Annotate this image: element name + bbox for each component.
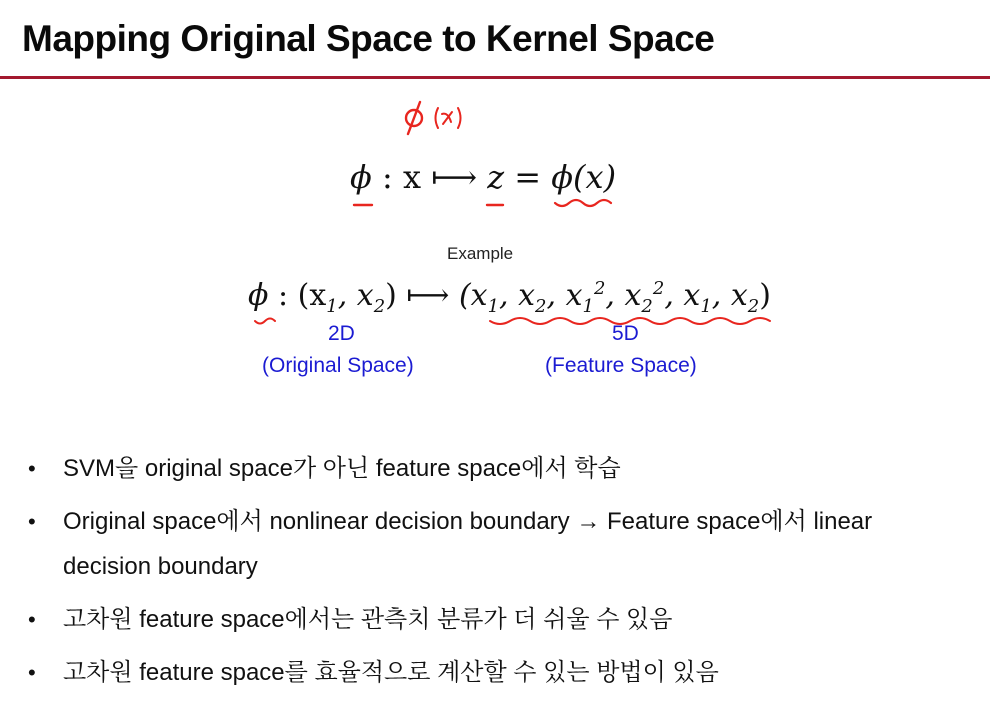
handwritten-phi-annotation (398, 98, 478, 138)
z-symbol: z (487, 158, 505, 196)
bullet-item: • 고차원 feature space에서는 관측치 분류가 더 쉬울 수 있음 (28, 597, 958, 642)
bullet-item: • SVM을 original space가 아닌 feature space에서 학습 (28, 446, 958, 491)
bullet-dot-icon: • (28, 607, 36, 632)
bullet-list (28, 446, 958, 703)
example-equation: ϕ : ($x_1$, $x_2$) ⟼ ($x_1$, $x_2$, $x_1^2$, $x_2^2$, $x_1$, $x_2$) (248, 278, 771, 317)
bullet-item: • Original space에서 nonlinear decision boundary → Feature space에서 linear decision boundary (28, 499, 958, 589)
feature-dimension-label: 5D (612, 322, 639, 345)
bullet-item: • 고차원 feature space를 효율적으로 계산할 수 있는 방법이 있음 (28, 650, 958, 695)
original-dimension-label: 2D (328, 322, 355, 345)
feature-space-caption: (Feature Space) (545, 354, 697, 377)
underline-phi-x (555, 200, 611, 206)
bullet-dot-icon: • (28, 660, 36, 685)
title-divider (0, 76, 990, 79)
mapping-equation: ϕ : x ⟼ z = ϕ(x) (350, 158, 617, 196)
phi-of-x: ϕ(x) (551, 158, 617, 196)
underline-example-phi (255, 319, 275, 324)
bullet-dot-icon: • (28, 509, 36, 534)
original-space-caption: (Original Space) (262, 354, 414, 377)
slide-title: Mapping Original Space to Kernel Space (22, 18, 715, 59)
bullet-dot-icon: • (28, 456, 36, 481)
example-label: Example (447, 244, 514, 263)
phi-symbol: ϕ (350, 158, 372, 196)
